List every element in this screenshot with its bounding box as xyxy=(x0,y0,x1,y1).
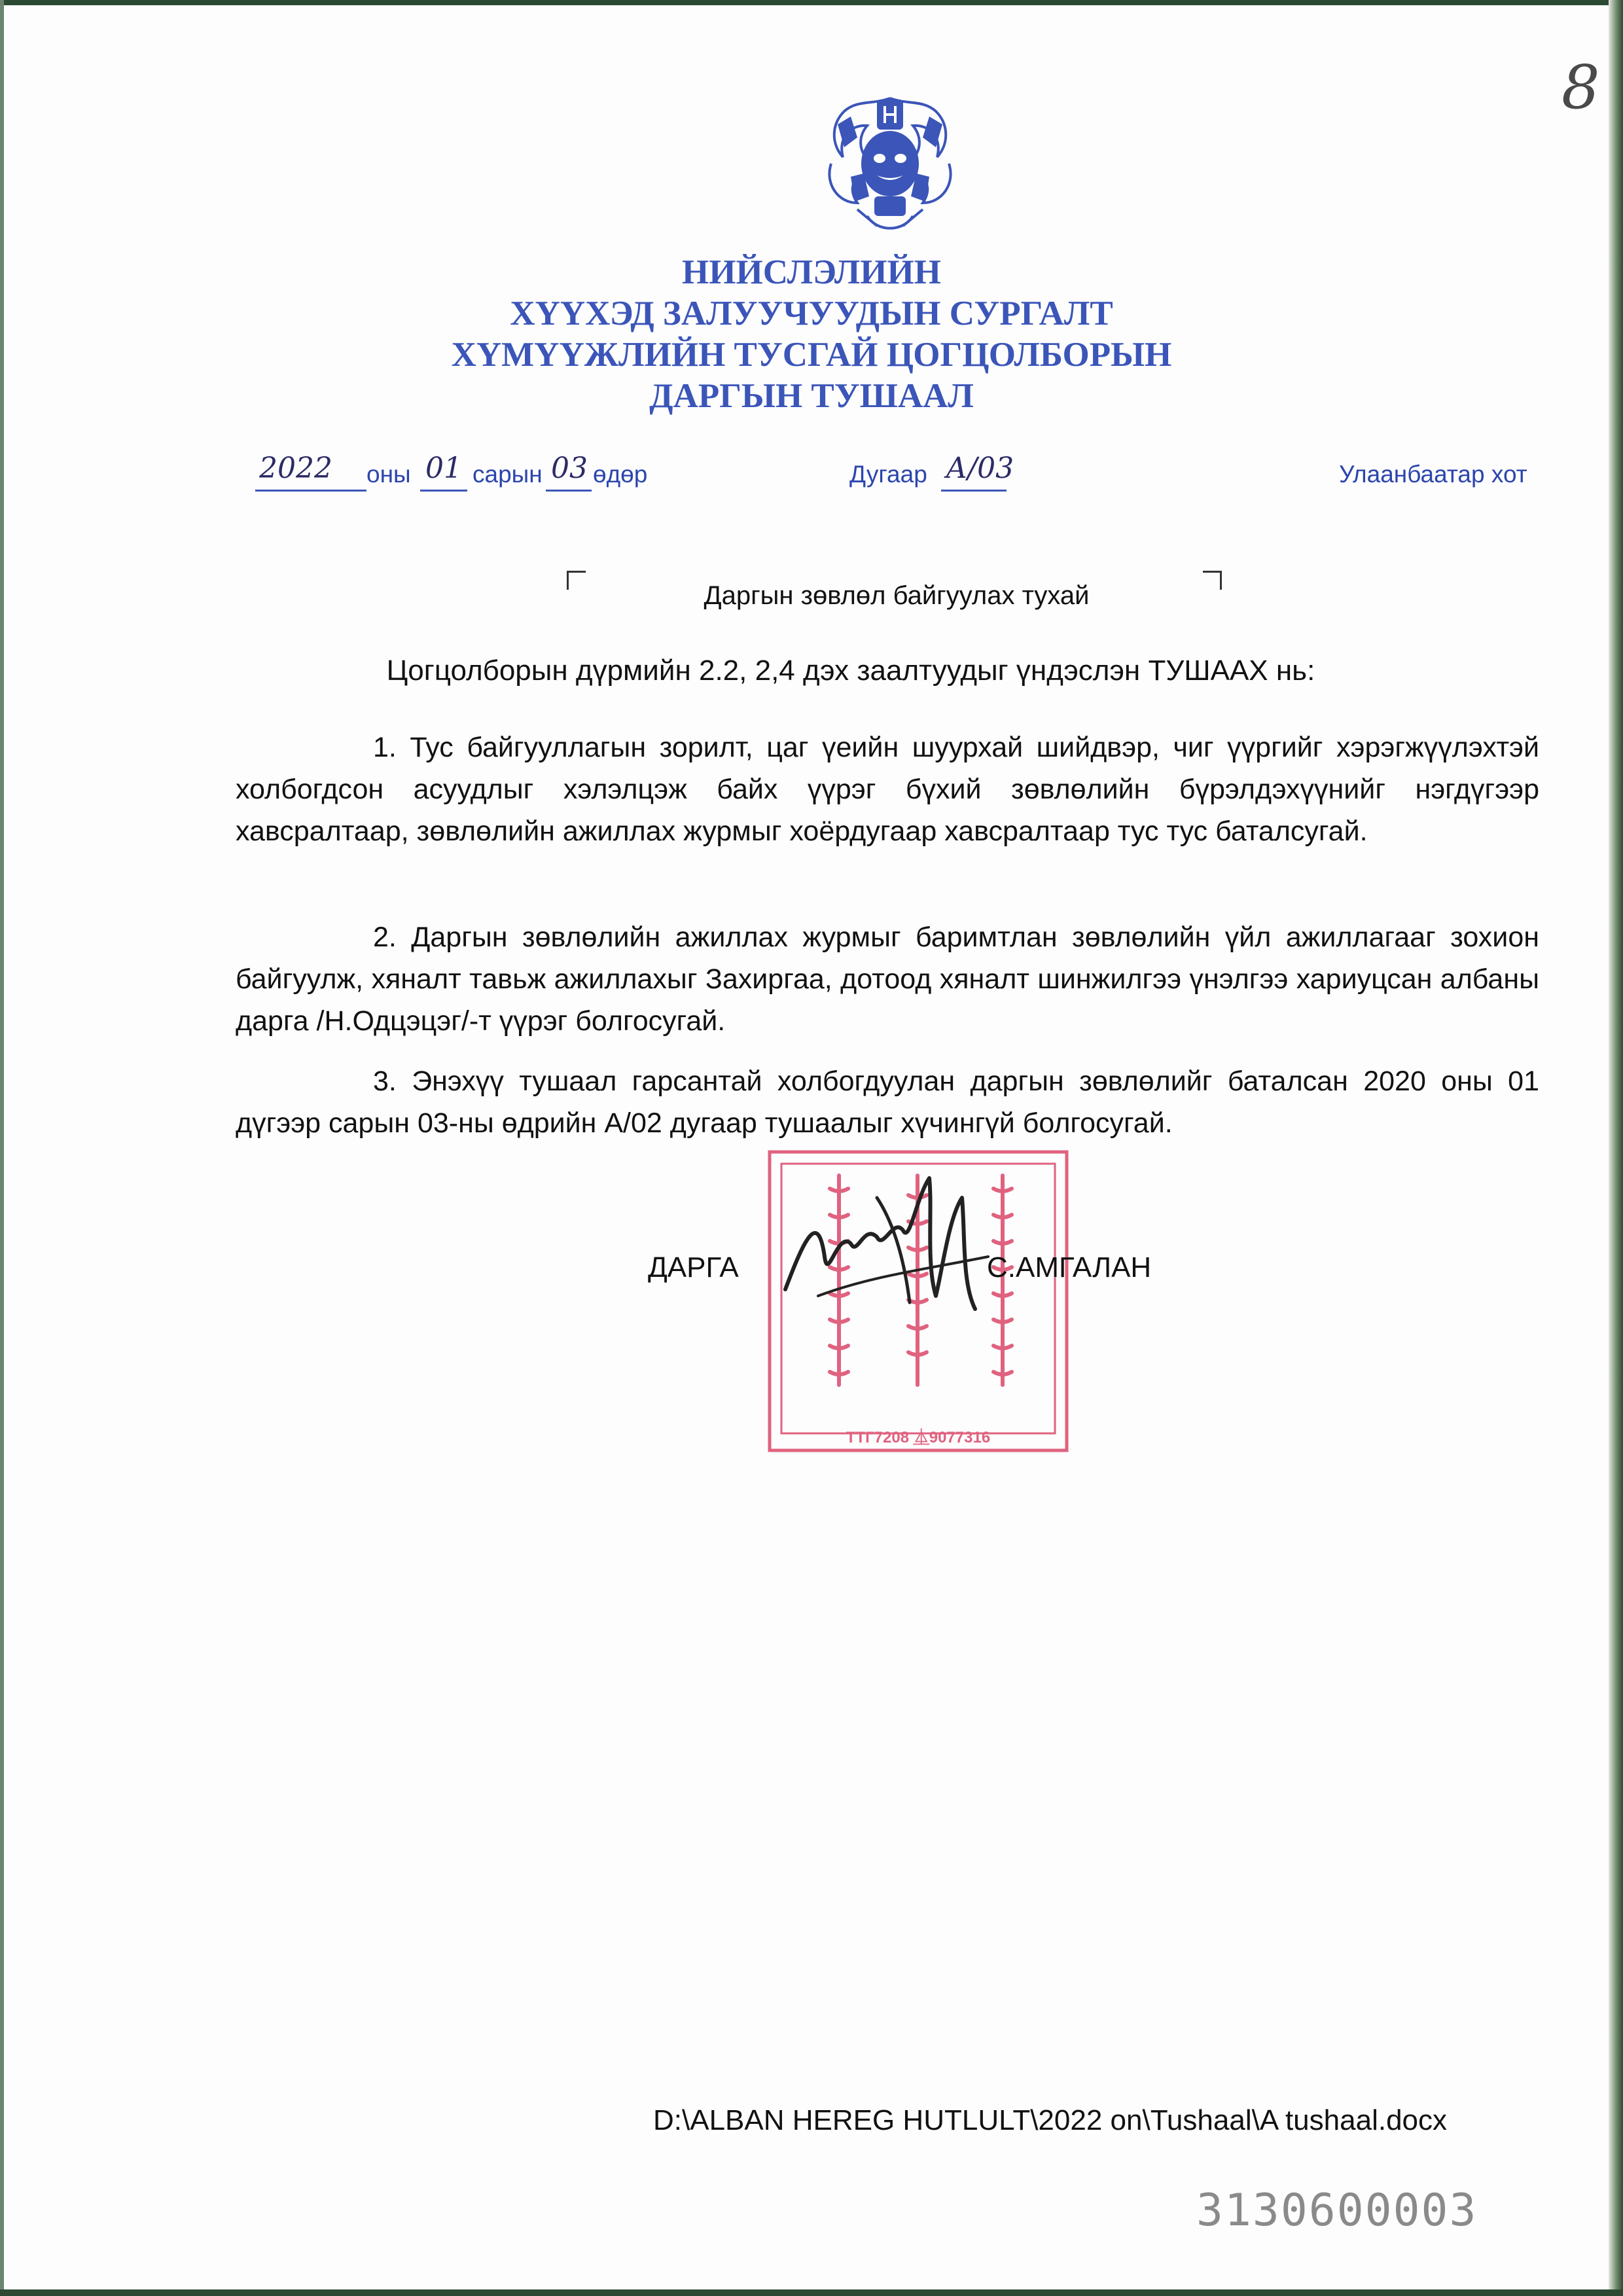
handwritten-signature xyxy=(779,1158,1001,1329)
subject-corner-right xyxy=(1203,571,1222,590)
year-label: оны xyxy=(366,461,411,488)
date-row xyxy=(0,452,1623,504)
document-number-stamp: 3130600003 xyxy=(1196,2185,1478,2236)
header-line: ХҮМҮҮЖЛИЙН ТУСГАЙ ЦОГЦОЛБОРЫН xyxy=(451,336,1172,374)
scan-edge-right xyxy=(1609,0,1623,2296)
year-underline xyxy=(255,490,366,492)
order-clause: 1. Тус байгууллагын зорилт, цаг үеийн шуурхай шийдвэр, чиг үүргийг хэрэгжүүлэхтэй холбогдсон асуудлыг хэлэлцэж байх үүрэг бүхий зөвлөлийн бүрэлдэхүүнийг нэгдүгээр хавсралтаар, зөвлөлийн ажиллах журмыг хоёрдугаар хавсралтаар тус тус баталсугай. xyxy=(236,732,1539,847)
number-label: Дугаар xyxy=(849,461,927,488)
signatory-title: ДАРГА xyxy=(648,1251,739,1283)
order-subject: Даргын зөвлөл байгуулах тухай xyxy=(704,581,1090,610)
signatory-name: С.АМГАЛАН xyxy=(987,1251,1152,1283)
order-basis: Цогцолборын дүрмийн 2.2, 2,4 дэх заалтуудыг үндэслэн ТУШААХ нь: xyxy=(386,655,1315,687)
header-line: НИЙСЛЭЛИЙН xyxy=(682,253,941,291)
city: Улаанбаатар хот xyxy=(1339,461,1527,488)
scan-edge-bottom xyxy=(0,2289,1623,2296)
order-clause: 2. Даргын зөвлөлийн ажиллах журмыг баримтлан зөвлөлийн үйл ажиллагааг зохион байгуулж, хяналт тавьж ажиллахыг Захиргаа, дотоод хяналт шинжилгээ үнэлгээ хариуцсан албаны дарга /Н.Одцэцэг/-т үүрэг болгосугай. xyxy=(236,922,1539,1037)
day-value: 03 xyxy=(551,452,588,485)
order-number: А/03 xyxy=(946,452,1014,485)
day-underline xyxy=(546,490,592,492)
header-line: ДАРГЫН ТУШААЛ xyxy=(649,377,974,415)
stamp-registration-code: ТТГ7208 ⏅9077316 xyxy=(846,1429,991,1446)
file-path: D:\ALBAN HEREG HUTLULT\2022 on\Tushaal\A tushaal.docx xyxy=(653,2104,1448,2136)
month-label: сарын xyxy=(473,461,543,488)
subject-corner-left xyxy=(567,571,586,590)
number-underline xyxy=(941,490,1007,492)
scan-edge-left xyxy=(0,0,4,2296)
day-label: өдөр xyxy=(593,461,648,488)
page-number: 8 xyxy=(1561,52,1600,122)
year-value: 2022 xyxy=(259,452,332,485)
order-clause: 3. Энэхүү тушаал гарсантай холбогдуулан даргын зөвлөлийг баталсан 2020 оны 01 дүгээр сарын 03-ны өдрийн А/02 дугаар тушаалыг хүчингүй болгосугай. xyxy=(236,1066,1539,1139)
state-emblem-icon xyxy=(812,85,969,242)
month-value: 01 xyxy=(425,452,462,485)
order-header xyxy=(223,252,1400,417)
month-underline xyxy=(420,490,467,492)
header-line: ХҮҮХЭД ЗАЛУУЧУУДЫН СУРГАЛТ xyxy=(510,295,1113,332)
scan-edge-top xyxy=(0,0,1623,5)
